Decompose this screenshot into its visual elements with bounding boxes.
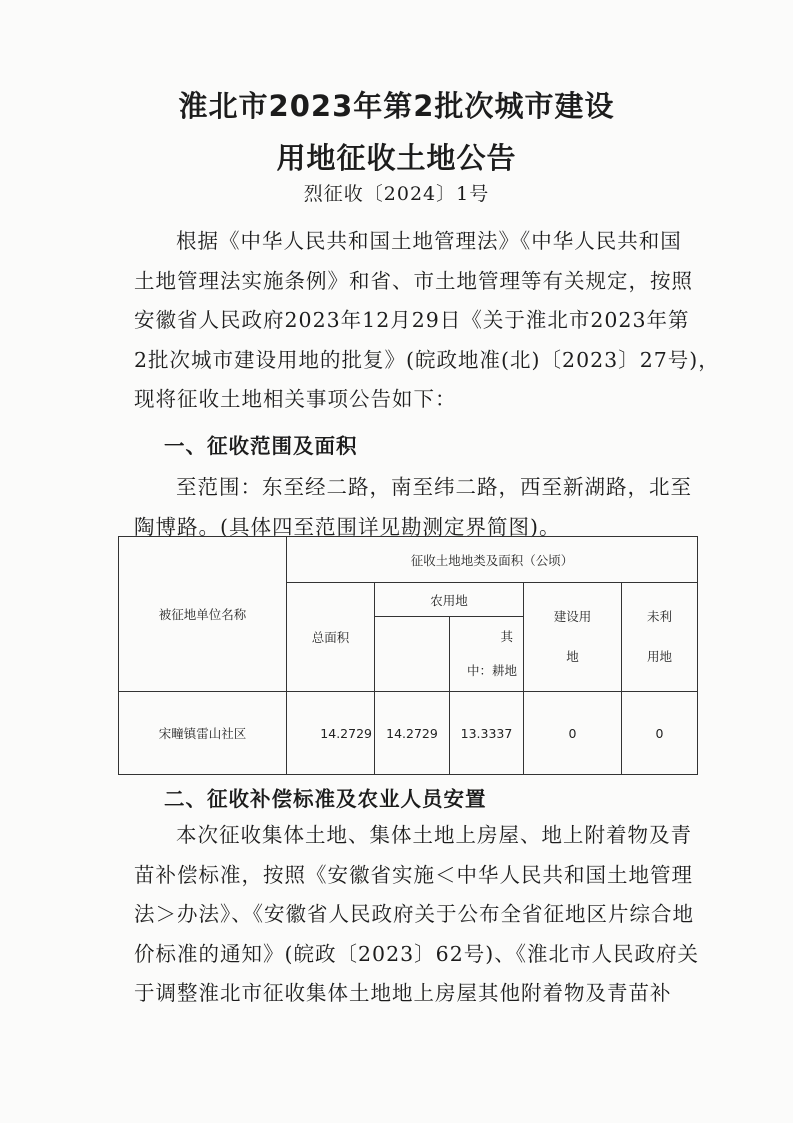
header-arable-top: 其	[500, 629, 513, 644]
header-unused-bottom: 用地	[646, 649, 672, 664]
header-arable-bottom: 中：耕地	[466, 663, 517, 678]
section2-line: 苗补偿标准，按照《安徽省实施＜中华人民共和国土地管理	[134, 862, 693, 887]
document-number: 烈征收〔2024〕1号	[303, 183, 490, 205]
table-row	[119, 692, 698, 775]
cell-construction: 0	[524, 692, 622, 775]
section1-line: 陶博路。(具体四至范围详见勘测定界简图)。	[134, 514, 561, 539]
section2-line: 于调整淮北市征收集体土地地上房屋其他附着物及青苗补	[134, 981, 672, 1005]
section1-line: 至范围：东至经二路，南至纬二路，西至新湖路，北至	[176, 475, 692, 499]
header-unused-land	[622, 583, 698, 692]
header-construction-bottom: 地	[566, 649, 579, 664]
document-title-line1: 淮北市2023年第2批次城市建设	[178, 89, 615, 123]
section1-heading: 一、征收范围及面积	[164, 434, 358, 458]
cell-total-area: 14.2729	[287, 692, 375, 775]
section2-paragraph	[134, 816, 700, 1014]
header-construction-land	[524, 583, 622, 692]
section2-line: 法＞办法》、《安徽省人民政府关于公布全省征地区片综合地	[134, 902, 694, 926]
land-area-table	[118, 536, 698, 775]
document-title-line2: 用地征收土地公告	[276, 141, 517, 175]
cell-unit: 宋疃镇雷山社区	[119, 692, 287, 775]
intro-paragraph	[134, 222, 720, 420]
header-land-category: 征收土地地类及面积（公顷）	[287, 537, 698, 583]
cell-unused: 0	[622, 692, 698, 775]
section2-heading: 二、征收补偿标准及农业人员安置	[164, 787, 487, 811]
section2-line: 本次征收集体土地、集体土地上房屋、地上附着物及青	[176, 823, 692, 847]
header-arable-land	[450, 617, 524, 692]
intro-line: 2批次城市建设用地的批复》(皖政地准(北)〔2023〕27号)，	[134, 347, 720, 372]
header-construction-top: 建设用	[553, 609, 592, 624]
header-total-area: 总面积	[287, 583, 375, 692]
intro-line: 土地管理法实施条例》和省、市土地管理等有关规定，按照	[134, 268, 693, 293]
cell-farmland: 14.2729	[375, 692, 450, 775]
section2-line: 价标准的通知》(皖政〔2023〕62号)、《淮北市人民政府关	[134, 941, 700, 966]
header-farmland: 农用地	[375, 583, 524, 617]
header-unused-top: 未利	[646, 609, 672, 624]
cell-arable: 13.3337	[450, 692, 524, 775]
intro-line: 根据《中华人民共和国土地管理法》《中华人民共和国	[176, 229, 682, 253]
intro-line: 现将征收土地相关事项公告如下：	[134, 387, 457, 411]
intro-line: 安徽省人民政府2023年12月29日《关于淮北市2023年第	[134, 308, 690, 332]
header-unit-name: 被征地单位名称	[119, 537, 287, 692]
